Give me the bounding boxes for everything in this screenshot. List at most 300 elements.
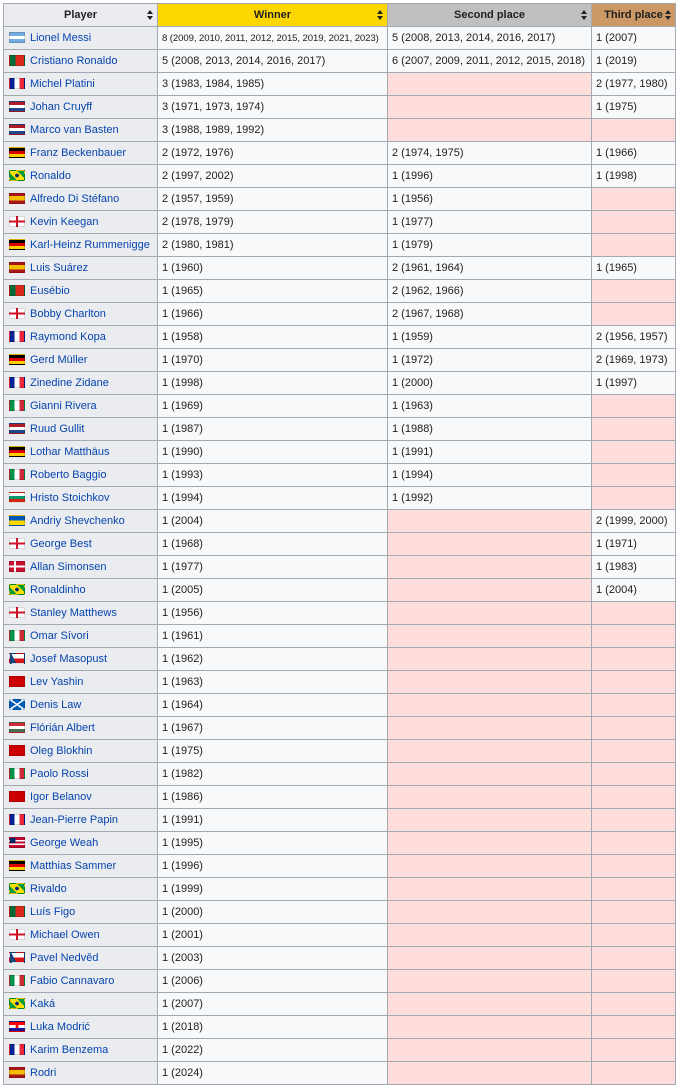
player-link[interactable]: Luis Suárez xyxy=(30,262,89,274)
winner-cell: 5 (2008, 2013, 2014, 2016, 2017) xyxy=(158,50,388,73)
table-row xyxy=(4,487,676,510)
player-link[interactable]: Gianni Rivera xyxy=(30,400,97,412)
player-link[interactable]: Gerd Müller xyxy=(30,354,88,366)
winner-cell: 1 (2005) xyxy=(158,579,388,602)
player-cell xyxy=(4,993,158,1016)
netherlands-flag-icon xyxy=(9,124,25,135)
third-place-cell xyxy=(592,1039,676,1062)
player-link[interactable]: Zinedine Zidane xyxy=(30,377,109,389)
player-link[interactable]: Johan Cruyff xyxy=(30,101,93,113)
winner-cell: 1 (1999) xyxy=(158,878,388,901)
third-place-cell xyxy=(592,119,676,142)
table-row xyxy=(4,96,676,119)
player-link[interactable]: Ronaldinho xyxy=(30,584,86,596)
third-place-cell: 2 (1956, 1957) xyxy=(592,326,676,349)
column-header-second-place[interactable] xyxy=(388,4,592,27)
second-place-cell xyxy=(388,119,592,142)
table-row xyxy=(4,1016,676,1039)
winner-cell: 1 (2024) xyxy=(158,1062,388,1085)
table-row xyxy=(4,579,676,602)
winner-cell: 1 (1993) xyxy=(158,464,388,487)
third-place-cell xyxy=(592,832,676,855)
player-link[interactable]: Josef Masopust xyxy=(30,653,108,665)
column-header-label: Player xyxy=(63,9,98,21)
second-place-cell xyxy=(388,740,592,763)
brazil-flag-icon xyxy=(9,998,25,1009)
ukraine-flag-icon xyxy=(9,515,25,526)
third-place-cell xyxy=(592,1062,676,1085)
sort-icon[interactable] xyxy=(147,10,153,20)
player-cell xyxy=(4,50,158,73)
player-cell xyxy=(4,740,158,763)
player-link[interactable]: Eusébio xyxy=(30,285,70,297)
second-place-cell: 1 (1991) xyxy=(388,441,592,464)
table-row xyxy=(4,740,676,763)
table-row xyxy=(4,464,676,487)
third-place-cell xyxy=(592,855,676,878)
second-place-cell xyxy=(388,96,592,119)
table-row xyxy=(4,188,676,211)
player-cell xyxy=(4,441,158,464)
player-link[interactable]: Alfredo Di Stéfano xyxy=(30,193,120,205)
player-cell xyxy=(4,303,158,326)
second-place-cell xyxy=(388,763,592,786)
player-cell xyxy=(4,487,158,510)
second-place-cell xyxy=(388,648,592,671)
player-link[interactable]: Lothar Matthäus xyxy=(30,446,110,458)
second-place-cell xyxy=(388,556,592,579)
winner-cell: 1 (2000) xyxy=(158,901,388,924)
second-place-cell: 1 (1956) xyxy=(388,188,592,211)
third-place-cell: 1 (1965) xyxy=(592,257,676,280)
third-place-cell: 1 (1997) xyxy=(592,372,676,395)
player-link[interactable]: Marco van Basten xyxy=(30,124,119,136)
third-place-cell xyxy=(592,809,676,832)
third-place-cell xyxy=(592,901,676,924)
spain-flag-icon xyxy=(9,262,25,273)
player-link[interactable]: Roberto Baggio xyxy=(30,469,107,481)
second-place-cell xyxy=(388,832,592,855)
player-cell xyxy=(4,142,158,165)
player-cell xyxy=(4,947,158,970)
portugal-flag-icon xyxy=(9,55,25,66)
player-cell xyxy=(4,188,158,211)
table-row xyxy=(4,27,676,50)
second-place-cell xyxy=(388,924,592,947)
column-header-label: Second place xyxy=(454,9,525,21)
third-place-cell: 1 (1971) xyxy=(592,533,676,556)
winner-cell: 1 (1987) xyxy=(158,418,388,441)
france-flag-icon xyxy=(9,331,25,342)
third-place-cell xyxy=(592,464,676,487)
player-cell xyxy=(4,901,158,924)
winner-cell: 1 (1995) xyxy=(158,832,388,855)
player-link[interactable]: Oleg Blokhin xyxy=(30,745,93,757)
player-link[interactable]: Raymond Kopa xyxy=(30,331,106,343)
column-header-label: Third place xyxy=(604,9,663,21)
germany-flag-icon xyxy=(9,239,25,250)
table-row xyxy=(4,326,676,349)
player-cell xyxy=(4,602,158,625)
table-row xyxy=(4,418,676,441)
third-place-cell xyxy=(592,878,676,901)
player-link[interactable]: Allan Simonsen xyxy=(30,561,107,573)
winner-cell: 1 (1965) xyxy=(158,280,388,303)
player-link[interactable]: Jean-Pierre Papin xyxy=(30,814,119,826)
player-link[interactable]: Michael Owen xyxy=(30,929,100,941)
player-link[interactable]: Hristo Stoichkov xyxy=(30,492,110,504)
spain-flag-icon xyxy=(9,1067,25,1078)
second-place-cell xyxy=(388,947,592,970)
player-cell xyxy=(4,510,158,533)
table-row xyxy=(4,855,676,878)
second-place-cell: 1 (1963) xyxy=(388,395,592,418)
player-link[interactable]: Bobby Charlton xyxy=(30,308,106,320)
third-place-cell: 1 (1983) xyxy=(592,556,676,579)
table-row xyxy=(4,73,676,96)
table-row xyxy=(4,878,676,901)
winner-cell: 1 (1963) xyxy=(158,671,388,694)
player-link[interactable]: Igor Belanov xyxy=(30,791,92,803)
winner-cell: 1 (1969) xyxy=(158,395,388,418)
player-cell xyxy=(4,326,158,349)
second-place-cell xyxy=(388,1039,592,1062)
third-place-cell xyxy=(592,763,676,786)
winner-cell: 1 (1996) xyxy=(158,855,388,878)
player-link[interactable]: Franz Beckenbauer xyxy=(30,147,126,159)
winner-cell: 1 (2006) xyxy=(158,970,388,993)
germany-flag-icon xyxy=(9,446,25,457)
third-place-cell xyxy=(592,303,676,326)
second-place-cell xyxy=(388,993,592,1016)
player-link[interactable]: Pavel Nedvěd xyxy=(30,952,99,964)
england-flag-icon xyxy=(9,929,25,940)
player-cell xyxy=(4,832,158,855)
scotland-flag-icon xyxy=(9,699,25,710)
second-place-cell: 1 (1979) xyxy=(388,234,592,257)
player-link[interactable]: Michel Platini xyxy=(30,78,95,90)
table-row xyxy=(4,1039,676,1062)
italy-flag-icon xyxy=(9,975,25,986)
table-row xyxy=(4,1062,676,1085)
player-link[interactable]: Kevin Keegan xyxy=(30,216,99,228)
third-place-cell: 1 (1975) xyxy=(592,96,676,119)
table-row xyxy=(4,533,676,556)
winner-cell: 1 (1991) xyxy=(158,809,388,832)
table-row xyxy=(4,441,676,464)
player-link[interactable]: Karl-Heinz Rummenigge xyxy=(30,239,150,251)
table-row xyxy=(4,947,676,970)
player-cell xyxy=(4,27,158,50)
winner-cell: 2 (1997, 2002) xyxy=(158,165,388,188)
player-link[interactable]: Ronaldo xyxy=(30,170,71,182)
winner-cell: 3 (1971, 1973, 1974) xyxy=(158,96,388,119)
ballon-dor-table xyxy=(3,3,676,1085)
winner-cell: 8 (2009, 2010, 2011, 2012, 2015, 2019, 2021, 2023) xyxy=(158,27,388,50)
player-link[interactable]: Matthias Sammer xyxy=(30,860,117,872)
second-place-cell: 5 (2008, 2013, 2014, 2016, 2017) xyxy=(388,27,592,50)
sort-icon[interactable] xyxy=(665,10,671,20)
third-place-cell xyxy=(592,441,676,464)
winner-cell: 1 (1966) xyxy=(158,303,388,326)
winner-cell: 1 (2007) xyxy=(158,993,388,1016)
winner-cell: 2 (1957, 1959) xyxy=(158,188,388,211)
player-link[interactable]: Flórián Albert xyxy=(30,722,95,734)
winner-cell: 1 (1975) xyxy=(158,740,388,763)
winner-cell: 1 (2022) xyxy=(158,1039,388,1062)
table-row xyxy=(4,694,676,717)
third-place-cell: 2 (1999, 2000) xyxy=(592,510,676,533)
winner-cell: 2 (1972, 1976) xyxy=(158,142,388,165)
second-place-cell: 1 (2000) xyxy=(388,372,592,395)
england-flag-icon xyxy=(9,607,25,618)
winner-cell: 1 (1962) xyxy=(158,648,388,671)
argentina-flag-icon xyxy=(9,32,25,43)
winner-cell: 1 (1977) xyxy=(158,556,388,579)
second-place-cell xyxy=(388,533,592,556)
liberia-flag-icon xyxy=(9,837,25,848)
table-row xyxy=(4,234,676,257)
player-cell xyxy=(4,349,158,372)
player-cell xyxy=(4,464,158,487)
bulgaria-flag-icon xyxy=(9,492,25,503)
second-place-cell: 2 (1962, 1966) xyxy=(388,280,592,303)
northern-ireland-flag-icon xyxy=(9,538,25,549)
italy-flag-icon xyxy=(9,630,25,641)
second-place-cell: 1 (1992) xyxy=(388,487,592,510)
netherlands-flag-icon xyxy=(9,423,25,434)
winner-cell: 1 (1990) xyxy=(158,441,388,464)
player-cell xyxy=(4,418,158,441)
player-cell xyxy=(4,73,158,96)
czechoslovakia-flag-icon xyxy=(9,653,25,664)
portugal-flag-icon xyxy=(9,906,25,917)
italy-flag-icon xyxy=(9,768,25,779)
column-header-label: Winner xyxy=(253,9,292,21)
third-place-cell xyxy=(592,970,676,993)
player-link[interactable]: Andriy Shevchenko xyxy=(30,515,125,527)
winner-cell: 2 (1980, 1981) xyxy=(158,234,388,257)
sort-icon[interactable] xyxy=(377,10,383,20)
player-link[interactable]: Lev Yashin xyxy=(30,676,84,688)
third-place-cell: 1 (2004) xyxy=(592,579,676,602)
player-link[interactable]: Stanley Matthews xyxy=(30,607,117,619)
player-link[interactable]: Lionel Messi xyxy=(30,32,92,44)
third-place-cell xyxy=(592,947,676,970)
player-link[interactable]: Rivaldo xyxy=(30,883,67,895)
table-row xyxy=(4,602,676,625)
player-cell xyxy=(4,648,158,671)
netherlands-flag-icon xyxy=(9,101,25,112)
winner-cell: 3 (1983, 1984, 1985) xyxy=(158,73,388,96)
player-cell xyxy=(4,671,158,694)
table-row xyxy=(4,50,676,73)
table-row xyxy=(4,970,676,993)
player-link[interactable]: Rodri xyxy=(30,1067,57,1079)
england-flag-icon xyxy=(9,216,25,227)
second-place-cell xyxy=(388,510,592,533)
second-place-cell xyxy=(388,671,592,694)
third-place-cell xyxy=(592,1016,676,1039)
second-place-cell xyxy=(388,717,592,740)
header-row xyxy=(4,4,676,27)
germany-flag-icon xyxy=(9,860,25,871)
table-row xyxy=(4,510,676,533)
table-row xyxy=(4,165,676,188)
second-place-cell xyxy=(388,855,592,878)
winner-cell: 1 (1982) xyxy=(158,763,388,786)
italy-flag-icon xyxy=(9,400,25,411)
player-cell xyxy=(4,809,158,832)
player-cell xyxy=(4,257,158,280)
third-place-cell xyxy=(592,487,676,510)
second-place-cell: 1 (1988) xyxy=(388,418,592,441)
second-place-cell xyxy=(388,1016,592,1039)
player-cell xyxy=(4,533,158,556)
second-place-cell: 1 (1959) xyxy=(388,326,592,349)
table-row xyxy=(4,924,676,947)
second-place-cell: 2 (1974, 1975) xyxy=(388,142,592,165)
player-link[interactable]: Luka Modrić xyxy=(30,1021,90,1033)
third-place-cell xyxy=(592,717,676,740)
second-place-cell xyxy=(388,73,592,96)
winner-cell: 1 (2001) xyxy=(158,924,388,947)
second-place-cell xyxy=(388,901,592,924)
winner-cell: 1 (1998) xyxy=(158,372,388,395)
third-place-cell xyxy=(592,625,676,648)
winner-cell: 1 (2003) xyxy=(158,947,388,970)
player-link[interactable]: Karim Benzema xyxy=(30,1044,109,1056)
soviet-union-flag-icon xyxy=(9,745,25,756)
player-cell xyxy=(4,119,158,142)
italy-flag-icon xyxy=(9,469,25,480)
spain-flag-icon xyxy=(9,193,25,204)
table-row xyxy=(4,280,676,303)
sort-icon[interactable] xyxy=(581,10,587,20)
player-cell xyxy=(4,625,158,648)
player-link[interactable]: Paolo Rossi xyxy=(30,768,89,780)
third-place-cell xyxy=(592,671,676,694)
winner-cell: 1 (1961) xyxy=(158,625,388,648)
third-place-cell xyxy=(592,395,676,418)
soviet-union-flag-icon xyxy=(9,791,25,802)
soviet-union-flag-icon xyxy=(9,676,25,687)
player-cell xyxy=(4,96,158,119)
second-place-cell: 1 (1996) xyxy=(388,165,592,188)
table-row xyxy=(4,211,676,234)
germany-flag-icon xyxy=(9,147,25,158)
player-link[interactable]: Ruud Gullit xyxy=(30,423,85,435)
third-place-cell xyxy=(592,740,676,763)
table-row xyxy=(4,303,676,326)
player-cell xyxy=(4,763,158,786)
table-row xyxy=(4,372,676,395)
table-row xyxy=(4,648,676,671)
france-flag-icon xyxy=(9,78,25,89)
second-place-cell: 2 (1967, 1968) xyxy=(388,303,592,326)
player-link[interactable]: Kaká xyxy=(30,998,56,1010)
player-link[interactable]: George Weah xyxy=(30,837,99,849)
germany-flag-icon xyxy=(9,354,25,365)
player-cell xyxy=(4,372,158,395)
table-row xyxy=(4,556,676,579)
player-cell xyxy=(4,165,158,188)
player-cell xyxy=(4,855,158,878)
brazil-flag-icon xyxy=(9,584,25,595)
player-cell xyxy=(4,556,158,579)
player-link[interactable]: Luís Figo xyxy=(30,906,76,918)
player-cell xyxy=(4,395,158,418)
brazil-flag-icon xyxy=(9,170,25,181)
player-link[interactable]: Cristiano Ronaldo xyxy=(30,55,118,67)
third-place-cell xyxy=(592,993,676,1016)
second-place-cell: 1 (1977) xyxy=(388,211,592,234)
column-header-third-place[interactable] xyxy=(592,4,676,27)
winner-cell: 2 (1978, 1979) xyxy=(158,211,388,234)
player-link[interactable]: George Best xyxy=(30,538,92,550)
second-place-cell xyxy=(388,786,592,809)
third-place-cell: 2 (1969, 1973) xyxy=(592,349,676,372)
player-link[interactable]: Denis Law xyxy=(30,699,82,711)
third-place-cell: 1 (1966) xyxy=(592,142,676,165)
third-place-cell xyxy=(592,418,676,441)
table-row xyxy=(4,763,676,786)
third-place-cell: 2 (1977, 1980) xyxy=(592,73,676,96)
second-place-cell: 1 (1972) xyxy=(388,349,592,372)
table-row xyxy=(4,142,676,165)
second-place-cell: 1 (1994) xyxy=(388,464,592,487)
player-cell xyxy=(4,234,158,257)
player-cell xyxy=(4,1016,158,1039)
player-cell xyxy=(4,579,158,602)
second-place-cell xyxy=(388,602,592,625)
czech-republic-flag-icon xyxy=(9,952,25,963)
player-cell xyxy=(4,786,158,809)
table-row xyxy=(4,671,676,694)
table-row xyxy=(4,349,676,372)
third-place-cell xyxy=(592,786,676,809)
column-header-winner[interactable] xyxy=(158,4,388,27)
second-place-cell xyxy=(388,809,592,832)
column-header-player[interactable] xyxy=(4,4,158,27)
third-place-cell xyxy=(592,188,676,211)
third-place-cell xyxy=(592,694,676,717)
denmark-flag-icon xyxy=(9,561,25,572)
player-cell xyxy=(4,1039,158,1062)
table-row xyxy=(4,625,676,648)
player-cell xyxy=(4,280,158,303)
player-cell xyxy=(4,1062,158,1085)
england-flag-icon xyxy=(9,308,25,319)
third-place-cell: 1 (1998) xyxy=(592,165,676,188)
winner-cell: 1 (1970) xyxy=(158,349,388,372)
player-cell xyxy=(4,878,158,901)
table-row xyxy=(4,993,676,1016)
player-link[interactable]: Omar Sívori xyxy=(30,630,89,642)
third-place-cell xyxy=(592,924,676,947)
france-flag-icon xyxy=(9,1044,25,1055)
winner-cell: 1 (1958) xyxy=(158,326,388,349)
player-link[interactable]: Fabio Cannavaro xyxy=(30,975,115,987)
winner-cell: 1 (1968) xyxy=(158,533,388,556)
player-cell xyxy=(4,924,158,947)
third-place-cell: 1 (2019) xyxy=(592,50,676,73)
brazil-flag-icon xyxy=(9,883,25,894)
winner-cell: 1 (1967) xyxy=(158,717,388,740)
croatia-flag-icon xyxy=(9,1021,25,1032)
table-row xyxy=(4,786,676,809)
second-place-cell: 2 (1961, 1964) xyxy=(388,257,592,280)
